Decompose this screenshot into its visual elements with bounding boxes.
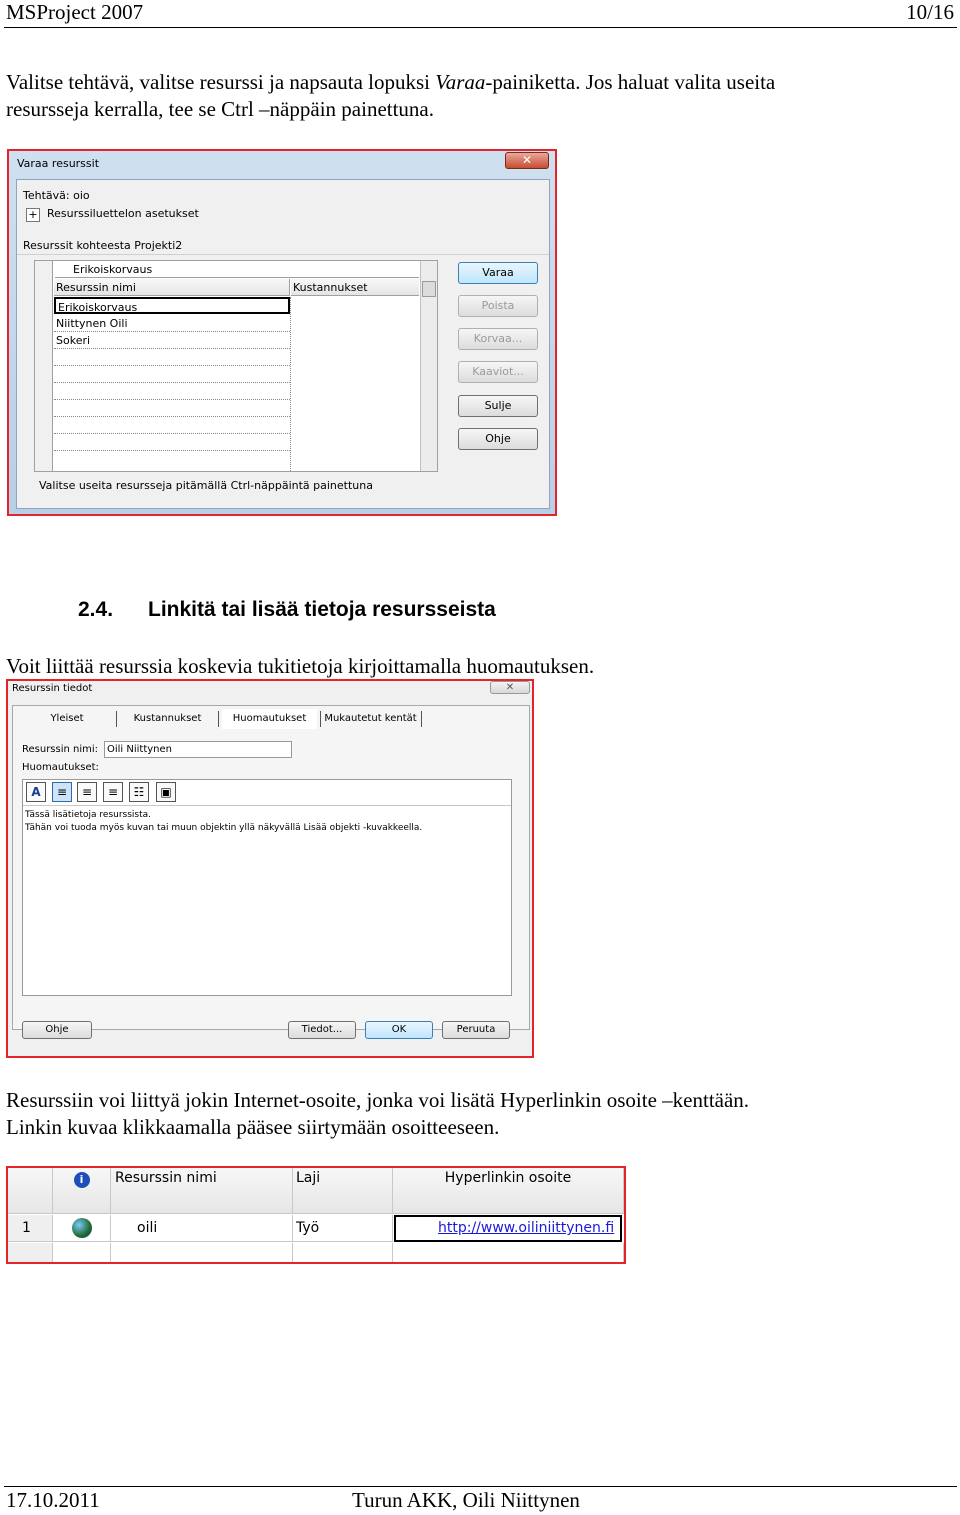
notes-editor[interactable] [22, 779, 512, 996]
notes-line: Tässä lisätietoja resurssista. [25, 810, 152, 820]
empty-cell[interactable] [53, 1243, 111, 1264]
status-hint: Valitse useita resursseja pitämällä Ctrl-näppäintä painettuna [39, 479, 373, 492]
align-left-icon[interactable]: ≡ [52, 782, 72, 802]
tab-divider [218, 711, 219, 727]
row-header-corner [8, 1168, 53, 1214]
insert-object-icon[interactable]: ▣ [156, 782, 176, 802]
header-divider [4, 27, 957, 28]
indicator-header [53, 1168, 111, 1214]
font-icon[interactable]: A [26, 782, 46, 802]
page-number: 10/16 [906, 0, 954, 24]
intro-text-tail: -painiketta. Jos haluat valita useita [485, 70, 776, 94]
close-icon[interactable]: ✕ [490, 681, 530, 694]
dialog-title: Resurssin tiedot [12, 683, 93, 694]
notes-paragraph: Voit liittää resurssia koskevia tukitietoja kirjoittamalla huomautuksen. [6, 654, 595, 678]
empty-cell[interactable] [393, 1243, 624, 1264]
hyperlink-cell[interactable]: http://www.oiliniittynen.fi [394, 1215, 622, 1242]
row-selector-column [35, 261, 53, 471]
align-center-icon[interactable]: ≡ [77, 782, 97, 802]
tab-costs[interactable]: Kustannukset [133, 713, 202, 724]
tab-divider [320, 711, 321, 727]
resource-name-field[interactable]: Oili Niittynen [104, 741, 292, 758]
grid-row-empty[interactable] [54, 434, 290, 451]
graphs-button[interactable]: Kaaviot... [458, 361, 538, 383]
tab-divider [116, 711, 117, 727]
dialog-client [16, 179, 550, 509]
column-header-type[interactable]: Laji [293, 1168, 393, 1214]
remove-button[interactable]: Poista [458, 295, 538, 317]
grid-row-empty[interactable] [54, 349, 290, 366]
resource-name-cell[interactable]: oili [111, 1215, 293, 1242]
grid-row-selected[interactable]: Erikoiskorvaus [54, 297, 290, 314]
grid-row-empty[interactable] [54, 417, 290, 434]
align-right-icon[interactable]: ≡ [103, 782, 123, 802]
column-separator [290, 297, 291, 471]
task-label: Tehtävä: oio [23, 189, 90, 202]
row-number[interactable]: 1 [8, 1215, 53, 1242]
tab-general[interactable]: Yleiset [50, 713, 84, 724]
row-number-empty [8, 1243, 53, 1264]
tab-custom-fields[interactable]: Mukautetut kentät [324, 713, 417, 724]
resource-grid[interactable] [34, 260, 438, 472]
help-button[interactable]: Ohje [22, 1021, 92, 1039]
page-header-title: MSProject 2007 [6, 0, 144, 24]
resource-type-cell[interactable]: Työ [293, 1215, 393, 1242]
resource-sheet [6, 1166, 626, 1264]
hyperlink-indicator[interactable] [53, 1215, 111, 1242]
globe-icon[interactable] [72, 1218, 92, 1238]
grid-row-empty[interactable] [54, 400, 290, 417]
intro-paragraph [6, 69, 775, 123]
details-button[interactable]: Tiedot... [288, 1021, 356, 1039]
intro-text: Valitse tehtävä, valitse resurssi ja napsauta lopuksi [6, 70, 436, 94]
resource-name-label: Resurssin nimi: [22, 744, 99, 755]
info-icon: i [74, 1172, 90, 1188]
grid-row-empty[interactable] [54, 366, 290, 383]
resource-list-options-link[interactable]: Resurssiluettelon asetukset [47, 207, 199, 220]
replace-button[interactable]: Korvaa... [458, 328, 538, 350]
footer-divider [4, 1486, 957, 1487]
footer-author: Turun AKK, Oili Niittynen [352, 1488, 580, 1512]
intro-emphasis: Varaa [435, 70, 486, 94]
hyperlink-paragraph [6, 1087, 749, 1141]
assign-button[interactable]: Varaa [458, 262, 538, 284]
hyperlink-line-2: Linkin kuvaa klikkaamalla pääsee siirtymään osoitteeseen. [6, 1115, 500, 1139]
section-title: Linkitä tai lisää tietoja resursseista [148, 598, 496, 621]
vertical-scrollbar[interactable] [420, 261, 437, 471]
cancel-button[interactable]: Peruuta [442, 1021, 510, 1039]
scrollbar-thumb[interactable] [422, 281, 436, 297]
column-header-resource-name[interactable]: Resurssin nimi [111, 1168, 293, 1214]
dialog-title: Varaa resurssit [17, 157, 100, 170]
column-header-hyperlink[interactable]: Hyperlinkin osoite [393, 1168, 624, 1214]
column-header-resource-name[interactable]: Resurssin nimi [54, 279, 290, 296]
bullets-icon[interactable]: ☷ [129, 782, 149, 802]
empty-cell[interactable] [111, 1243, 293, 1264]
assign-resources-dialog [7, 149, 557, 516]
grid-row[interactable]: Sokeri [54, 332, 290, 349]
resource-info-dialog [6, 679, 534, 1058]
ok-button[interactable]: OK [365, 1021, 433, 1039]
footer-date: 17.10.2011 [6, 1488, 100, 1512]
column-header-costs[interactable]: Kustannukset [291, 279, 419, 296]
notes-line: Tähän voi tuoda myös kuvan tai muun objektin yllä näkyvällä Lisää objekti -kuvakkeella. [25, 823, 423, 833]
hyperlink-line-1: Resurssiin voi liittyä jokin Internet-osoite, jonka voi lisätä Hyperlinkin osoite –kenttään. [6, 1088, 750, 1112]
expand-icon[interactable]: + [26, 208, 40, 222]
close-button[interactable]: Sulje [458, 395, 538, 417]
intro-line-1 [6, 69, 775, 96]
dialog-titlebar [9, 151, 555, 177]
empty-cell[interactable] [293, 1243, 393, 1264]
cell-edit-bar[interactable]: Erikoiskorvaus [55, 261, 419, 278]
notes-label: Huomautukset: [22, 762, 99, 773]
grid-row-empty[interactable] [54, 383, 290, 400]
grid-row[interactable]: Niittynen Oili [54, 315, 290, 332]
tab-notes[interactable]: Huomautukset [222, 709, 317, 729]
help-button[interactable]: Ohje [458, 428, 538, 450]
group-divider [17, 254, 549, 255]
close-icon[interactable]: ✕ [505, 152, 549, 169]
intro-line-2: resursseja kerralla, tee se Ctrl –näppäin painettuna. [6, 97, 434, 121]
tab-divider [421, 711, 422, 727]
section-number: 2.4. [78, 598, 114, 621]
notes-content[interactable] [25, 809, 422, 835]
resource-group-label: Resurssit kohteesta Projekti2 [23, 239, 183, 252]
